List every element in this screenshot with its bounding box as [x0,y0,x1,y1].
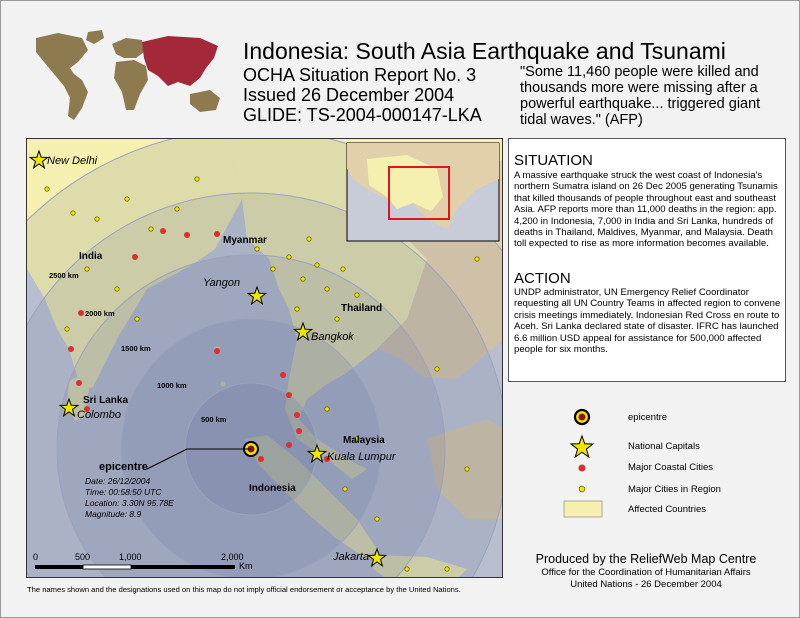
coastal-city-dot [280,372,286,378]
legend-capital-star [571,436,593,457]
label-sri-lanka: Sri Lanka [83,395,129,406]
scale-bar-white-1 [83,565,131,569]
city-dot [375,517,379,521]
legend-affected-label: Affected Countries [628,504,706,515]
epicentre-time: Time: 00:58:50 UTC [85,487,162,497]
label-ring-1000: 1000 km [157,381,187,390]
scale-bar-black-1 [35,565,83,569]
legend-epicentre-core [579,414,586,421]
city-dot [355,293,359,297]
label-myanmar: Myanmar [223,235,267,246]
greenland-shape [86,30,104,44]
label-ring-2000: 2000 km [85,309,115,318]
city-dot [301,277,305,281]
coastal-city-dot [286,442,292,448]
report-number: OCHA Situation Report No. 3 [243,65,477,85]
label-kuala-lumpur: Kuala Lumpur [327,451,396,463]
city-dot [405,567,409,571]
city-dot [343,487,347,491]
legend-coastal-dot [579,465,586,472]
city-dot [125,197,129,201]
asia-highlight [142,36,218,86]
label-yangon: Yangon [203,277,241,289]
coastal-city-dot [78,310,84,316]
city-dot [255,247,259,251]
city-dot [325,287,329,291]
world-locator-map [30,28,235,128]
city-dot [195,177,199,181]
scale-tick-1000: 1,000 [119,552,142,562]
city-dot [325,407,329,411]
legend-city-dot [579,486,585,492]
legend-capitals-label: National Capitals [628,441,700,452]
label-new-delhi: New Delhi [47,155,98,167]
situation-heading: SITUATION [514,152,593,169]
epicentre-date: Date: 26/12/2004 [85,476,151,486]
city-dot [95,217,99,221]
scale-unit: Km [239,561,253,571]
action-text: UNDP administrator, UN Emergency Relief Coordinator requesting all UN Country Teams in affected region to convene crisis meetings immediately. Indonesian Red Cross en route to Aceh. Sri Lanka declared state of disaster. IFRC has launched 6.6 million USD appeal for assistance for 500,000 affected people for six months. [514,287,781,356]
label-jakarta: Jakarta [333,551,370,563]
label-ring-1500: 1500 km [121,344,151,353]
coastal-city-dot [286,392,292,398]
action-heading: ACTION [514,270,571,287]
city-dot [115,287,119,291]
coastal-city-dot [294,412,300,418]
city-dot [71,211,75,215]
scale-bar-black-2 [131,565,235,569]
scale-tick-0: 0 [33,552,39,562]
inset-locator-map [347,143,499,241]
africa-shape [114,60,148,110]
credit-producer: Produced by the ReliefWeb Map Centre [535,552,757,566]
city-dot [135,317,139,321]
city-dot [85,267,89,271]
city-dot [307,237,311,241]
coastal-city-dot [184,232,190,238]
glide-number: GLIDE: TS-2004-000147-LKA [243,105,482,125]
legend-epicentre-label: epicentre [628,412,668,423]
americas-shape [36,33,88,120]
scale-bar [35,565,235,569]
legend-symbols [562,400,612,520]
coastal-city-dot [76,380,82,386]
coastal-city-dot [296,428,302,434]
city-dot [45,187,49,191]
city-dot [475,257,479,261]
coastal-city-dot [68,346,74,352]
coastal-city-dot [160,228,166,234]
label-colombo: Colombo [77,409,122,421]
city-dot [435,367,439,371]
city-dot [315,263,319,267]
credit-office: Office for the Coordination of Humanitarian Affairs [541,567,751,578]
credit-date: United Nations - 26 December 2004 [570,579,722,590]
scale-tick-500: 500 [75,552,91,562]
city-dot [287,255,291,259]
legend-coastal-label: Major Coastal Cities [628,462,713,473]
australia-shape [190,90,220,112]
coastal-city-dot [258,456,264,462]
situation-text: A massive earthquake struck the west coast of Indonesia's northern Sumatra island on 26 Dec 2005 generating Tsunamis that killed thousands of people throughout east and southeast Asia. AFP reports more than 11,000 deaths in the region: app. 4,200 in Indonesia, 7,000 in India and Sri Lanka, hundreds of deaths in Thailand, Maldives, Myanmar, and Malaysia. Death toll expected to rise as more information becomes available. [514,170,778,250]
legend-affected-swatch [564,501,602,517]
label-ring-2500: 2500 km [49,271,79,280]
legend-cities-label: Major Cities in Region [628,484,721,495]
coastal-city-dot [214,348,220,354]
map-title: Indonesia: South Asia Earthquake and Tsunami [243,38,726,64]
city-dot [335,317,339,321]
scale-tick-2000: 2,000 [221,552,244,562]
city-dot [341,267,345,271]
epicentre-magnitude: Magnitude: 8.9 [85,509,142,519]
city-dot [175,207,179,211]
label-ring-500: 500 km [201,415,227,424]
coastal-city-dot [132,254,138,260]
europe-shape [112,38,144,58]
city-dot [65,327,69,331]
label-india: India [79,251,103,262]
epicentre-location: Location: 3.30N 95.78E [85,498,174,508]
label-thailand: Thailand [341,303,383,314]
label-indonesia: Indonesia [249,483,296,494]
main-map [26,138,503,578]
label-malaysia: Malaysia [343,435,385,446]
city-dot [445,567,449,571]
epicentre-label: epicentre [99,461,148,473]
city-dot [271,267,275,271]
issue-date: Issued 26 December 2004 [243,85,455,105]
city-dot [295,307,299,311]
city-dot [465,467,469,471]
city-dot [149,227,153,231]
disclaimer: The names shown and the designations used on this map do not imply official endorsement or acceptance by the United Nations. [27,585,461,594]
afp-quote: "Some 11,460 people were killed and thousands more were missing after a powerful earthquake... triggered giant tidal waves." (AFP) [520,64,761,128]
coastal-city-dot [214,231,220,237]
label-bangkok: Bangkok [311,331,354,343]
